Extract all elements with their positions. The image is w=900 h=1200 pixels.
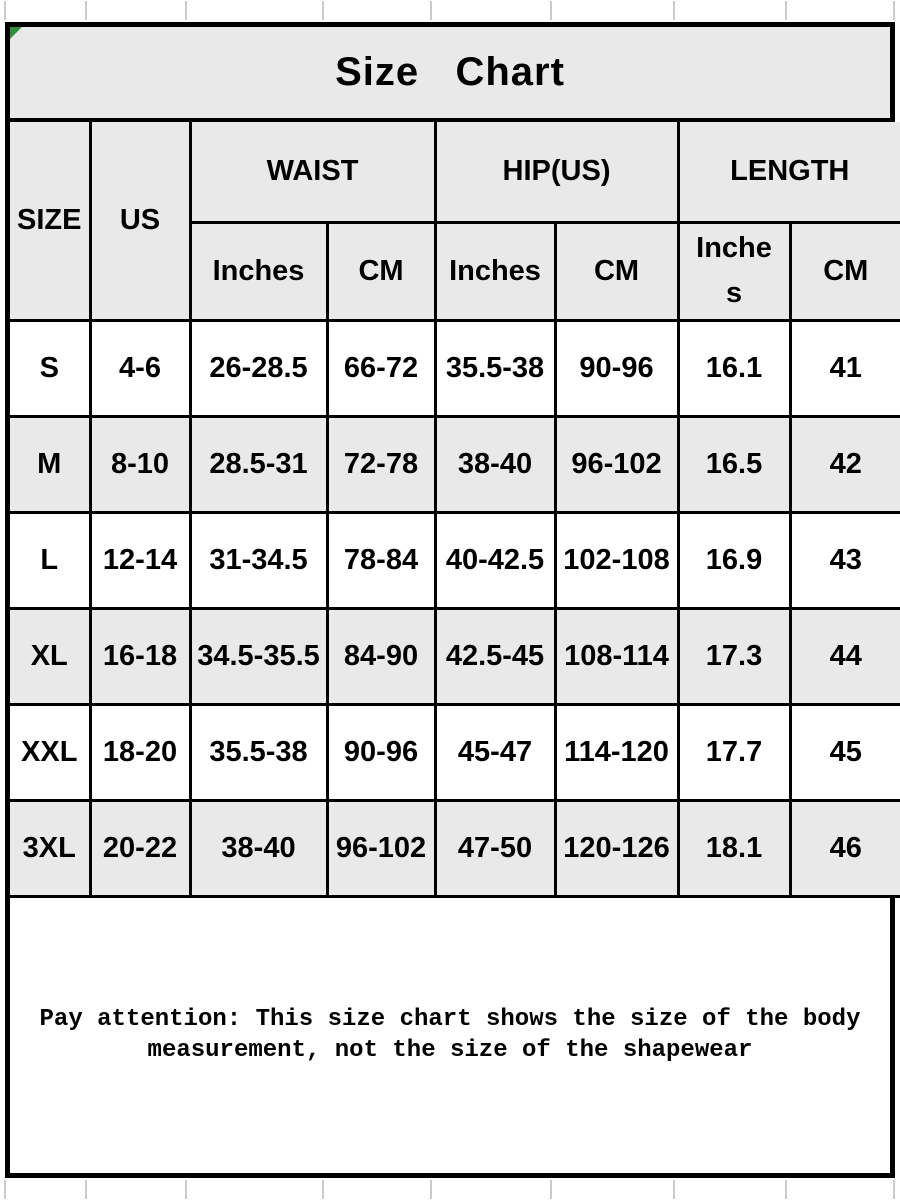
cell-hip-cm: 96-102 [555, 416, 678, 512]
note-box [10, 898, 890, 1174]
table-row-xl [10, 608, 900, 704]
row-size-label: XXL [10, 704, 90, 800]
cell-us: 16-18 [90, 608, 190, 704]
cell-hip-in: 38-40 [435, 416, 555, 512]
cell-waist-in: 31-34.5 [190, 512, 327, 608]
ruler-tick [550, 1, 552, 20]
corner-marker-icon [10, 27, 22, 39]
chart-title: Size Chart [335, 50, 565, 94]
cell-hip-cm: 102-108 [555, 512, 678, 608]
cell-length-in: 16.9 [678, 512, 790, 608]
cell-waist-in: 35.5-38 [190, 704, 327, 800]
ruler-tick [893, 1, 895, 20]
ruler-tick [185, 1180, 187, 1199]
table-row-3xl [10, 800, 900, 896]
table-row-m [10, 416, 900, 512]
unit-header-length-cm: CM [790, 222, 900, 320]
ruler-tick [85, 1, 87, 20]
ruler-tick [185, 1, 187, 20]
ruler-tick [893, 1180, 895, 1199]
col-header-waist: WAIST [190, 122, 435, 222]
cell-hip-in: 47-50 [435, 800, 555, 896]
cell-waist-cm: 90-96 [327, 704, 435, 800]
ruler-tick [322, 1180, 324, 1199]
row-size-label: XL [10, 608, 90, 704]
ruler-tick [550, 1180, 552, 1199]
table-row-s [10, 320, 900, 416]
ruler-tick [673, 1, 675, 20]
cell-length-cm: 43 [790, 512, 900, 608]
chart-title-bar [10, 27, 890, 122]
cell-waist-cm: 84-90 [327, 608, 435, 704]
cell-waist-in: 26-28.5 [190, 320, 327, 416]
table-row-l [10, 512, 900, 608]
cell-length-cm: 45 [790, 704, 900, 800]
cell-length-in: 17.7 [678, 704, 790, 800]
cell-waist-cm: 78-84 [327, 512, 435, 608]
ruler-tick [785, 1180, 787, 1199]
cell-hip-cm: 108-114 [555, 608, 678, 704]
row-size-label: M [10, 416, 90, 512]
cell-length-in: 16.5 [678, 416, 790, 512]
unit-header-hip-inches: Inches [435, 222, 555, 320]
cell-hip-in: 35.5-38 [435, 320, 555, 416]
cell-waist-cm: 72-78 [327, 416, 435, 512]
ruler-tick [430, 1, 432, 20]
size-table [10, 122, 900, 898]
table-row-xxl [10, 704, 900, 800]
col-header-length: LENGTH [678, 122, 900, 222]
cell-hip-cm: 114-120 [555, 704, 678, 800]
ruler-tick [430, 1180, 432, 1199]
cell-length-in: 17.3 [678, 608, 790, 704]
ruler-tick [85, 1180, 87, 1199]
cell-length-cm: 44 [790, 608, 900, 704]
ruler-strip-top [0, 0, 900, 22]
unit-header-waist-cm: CM [327, 222, 435, 320]
ruler-tick [4, 1, 6, 20]
cell-length-in: 18.1 [678, 800, 790, 896]
cell-length-cm: 41 [790, 320, 900, 416]
ruler-strip-bottom [0, 1178, 900, 1200]
cell-hip-cm: 120-126 [555, 800, 678, 896]
cell-waist-in: 34.5-35.5 [190, 608, 327, 704]
cell-hip-in: 40-42.5 [435, 512, 555, 608]
cell-us: 18-20 [90, 704, 190, 800]
unit-header-length-inches [678, 222, 790, 320]
cell-us: 20-22 [90, 800, 190, 896]
cell-hip-cm: 90-96 [555, 320, 678, 416]
size-chart-frame [5, 22, 895, 1178]
ruler-tick [322, 1, 324, 20]
row-size-label: S [10, 320, 90, 416]
cell-length-cm: 46 [790, 800, 900, 896]
cell-us: 8-10 [90, 416, 190, 512]
cell-length-in: 16.1 [678, 320, 790, 416]
table-header-group-row [10, 122, 900, 222]
cell-waist-cm: 96-102 [327, 800, 435, 896]
unit-header-length-inches-label: Inches [696, 232, 772, 309]
row-size-label: 3XL [10, 800, 90, 896]
note-text: Pay attention: This size chart shows the size of the body measurement, not the size of the shapewear [39, 1006, 861, 1065]
col-header-hip: HIP(US) [435, 122, 678, 222]
ruler-tick [4, 1180, 6, 1199]
unit-header-waist-inches: Inches [190, 222, 327, 320]
col-header-size: SIZE [10, 122, 90, 320]
cell-waist-in: 38-40 [190, 800, 327, 896]
cell-hip-in: 45-47 [435, 704, 555, 800]
cell-hip-in: 42.5-45 [435, 608, 555, 704]
col-header-us: US [90, 122, 190, 320]
cell-us: 4-6 [90, 320, 190, 416]
unit-header-hip-cm: CM [555, 222, 678, 320]
ruler-tick [673, 1180, 675, 1199]
cell-length-cm: 42 [790, 416, 900, 512]
cell-us: 12-14 [90, 512, 190, 608]
cell-waist-in: 28.5-31 [190, 416, 327, 512]
row-size-label: L [10, 512, 90, 608]
cell-waist-cm: 66-72 [327, 320, 435, 416]
ruler-tick [785, 1, 787, 20]
